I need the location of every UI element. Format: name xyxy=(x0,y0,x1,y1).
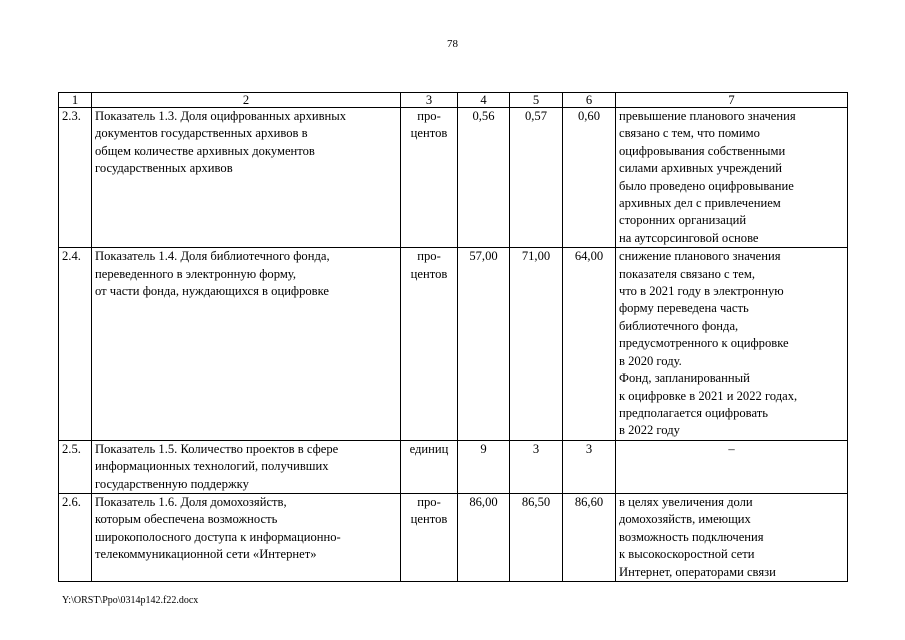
row-number: 2.5. xyxy=(59,440,92,493)
text-line: превышение планового значения xyxy=(619,109,796,123)
text-line: переведенного в электронную форму, xyxy=(95,266,296,281)
value-col6: 0,60 xyxy=(563,108,616,248)
value-col4: 86,00 xyxy=(458,493,510,581)
row-number: 2.6. xyxy=(59,493,92,581)
text-line: к высокоскоростной сети xyxy=(619,547,755,562)
text-line: Показатель 1.4. Доля библиотечного фонда, xyxy=(95,249,330,264)
column-header: 3 xyxy=(401,93,458,108)
text-line: центов xyxy=(410,126,448,141)
text-line: к оцифровке в 2021 и 2022 годах, xyxy=(619,388,798,403)
value-col6: 3 xyxy=(563,440,616,493)
text-line: документов государственных архивов в xyxy=(95,126,308,141)
text-line: про- xyxy=(417,249,441,264)
column-header: 6 xyxy=(563,93,616,108)
text-line: оцифровывания собственными xyxy=(619,143,786,158)
deviation-note xyxy=(616,108,848,248)
indicator-name xyxy=(92,493,401,581)
text-line: центов xyxy=(410,512,448,527)
text-line: информационных технологий, получивших xyxy=(95,459,329,474)
text-line: в целях увеличения доли xyxy=(619,494,753,509)
text-line: сторонних организаций xyxy=(619,213,747,228)
text-line: силами архивных учреждений xyxy=(619,161,783,176)
text-line: что в 2021 году в электронную xyxy=(619,284,784,299)
value-col4: 57,00 xyxy=(458,248,510,440)
row-number: 2.3. xyxy=(59,108,92,248)
text-line: единиц xyxy=(409,441,449,456)
unit-of-measure xyxy=(401,108,458,248)
text-line: форму переведена часть xyxy=(619,301,749,316)
text-line: – xyxy=(728,441,735,456)
text-line: Показатель 1.6. Доля домохозяйств, xyxy=(95,494,287,509)
table-row xyxy=(59,108,848,248)
indicator-name xyxy=(92,440,401,493)
indicator-name xyxy=(92,248,401,440)
text-line: предполагается оцифровать xyxy=(619,405,768,420)
column-header: 7 xyxy=(616,93,848,108)
text-line: телекоммуникационной сети «Интернет» xyxy=(95,547,317,562)
text-line: Фонд, запланированный xyxy=(619,371,750,386)
text-line: показателя связано с тем, xyxy=(619,266,755,281)
deviation-note xyxy=(616,248,848,440)
text-line: Показатель 1.3. Доля оцифрованных архивных xyxy=(95,109,347,123)
text-line: предусмотренного к оцифровке xyxy=(619,336,789,351)
value-col4: 9 xyxy=(458,440,510,493)
unit-of-measure xyxy=(401,440,458,493)
text-line: в 2020 году. xyxy=(619,353,682,368)
text-line: было проведено оцифровывание xyxy=(619,178,794,193)
text-line: широкополосного доступа к информационно- xyxy=(95,529,341,544)
text-line: государственную поддержку xyxy=(95,476,249,491)
unit-of-measure xyxy=(401,493,458,581)
page-number: 78 xyxy=(447,38,458,50)
value-col5: 86,50 xyxy=(510,493,563,581)
text-line: библиотечного фонда, xyxy=(619,318,739,333)
value-col6: 64,00 xyxy=(563,248,616,440)
column-header: 4 xyxy=(458,93,510,108)
table-header-row xyxy=(59,93,848,108)
table-row xyxy=(59,493,848,581)
value-col4: 0,56 xyxy=(458,108,510,248)
deviation-note xyxy=(616,440,848,493)
document-file-path: Y:\ORST\Ppo\0314p142.f22.docx xyxy=(62,595,199,606)
value-col6: 86,60 xyxy=(563,493,616,581)
deviation-note xyxy=(616,493,848,581)
text-line: Показатель 1.5. Количество проектов в сфере xyxy=(95,441,339,456)
text-line: Интернет, операторами связи xyxy=(619,564,776,579)
value-col5: 3 xyxy=(510,440,563,493)
text-line: про- xyxy=(417,109,441,123)
text-line: архивных дел с привлечением xyxy=(619,196,781,211)
text-line: возможность подключения xyxy=(619,529,764,544)
table-row xyxy=(59,248,848,440)
indicator-name xyxy=(92,108,401,248)
value-col5: 0,57 xyxy=(510,108,563,248)
column-header: 5 xyxy=(510,93,563,108)
indicator-table xyxy=(58,92,848,582)
text-line: центов xyxy=(410,266,448,281)
text-line: от части фонда, нуждающихся в оцифровке xyxy=(95,284,330,299)
text-line: общем количестве архивных документов xyxy=(95,143,315,158)
text-line: снижение планового значения xyxy=(619,249,781,264)
text-line: государственных архивов xyxy=(95,161,233,176)
table-row xyxy=(59,440,848,493)
text-line: про- xyxy=(417,494,441,509)
text-line: которым обеспечена возможность xyxy=(95,512,278,527)
text-line: домохозяйств, имеющих xyxy=(619,512,751,527)
column-header: 2 xyxy=(92,93,401,108)
text-line: связано с тем, что помимо xyxy=(619,126,760,141)
row-number: 2.4. xyxy=(59,248,92,440)
text-line: на аутсорсинговой основе xyxy=(619,230,759,245)
unit-of-measure xyxy=(401,248,458,440)
text-line: в 2022 году xyxy=(619,423,680,438)
column-header: 1 xyxy=(59,93,92,108)
value-col5: 71,00 xyxy=(510,248,563,440)
